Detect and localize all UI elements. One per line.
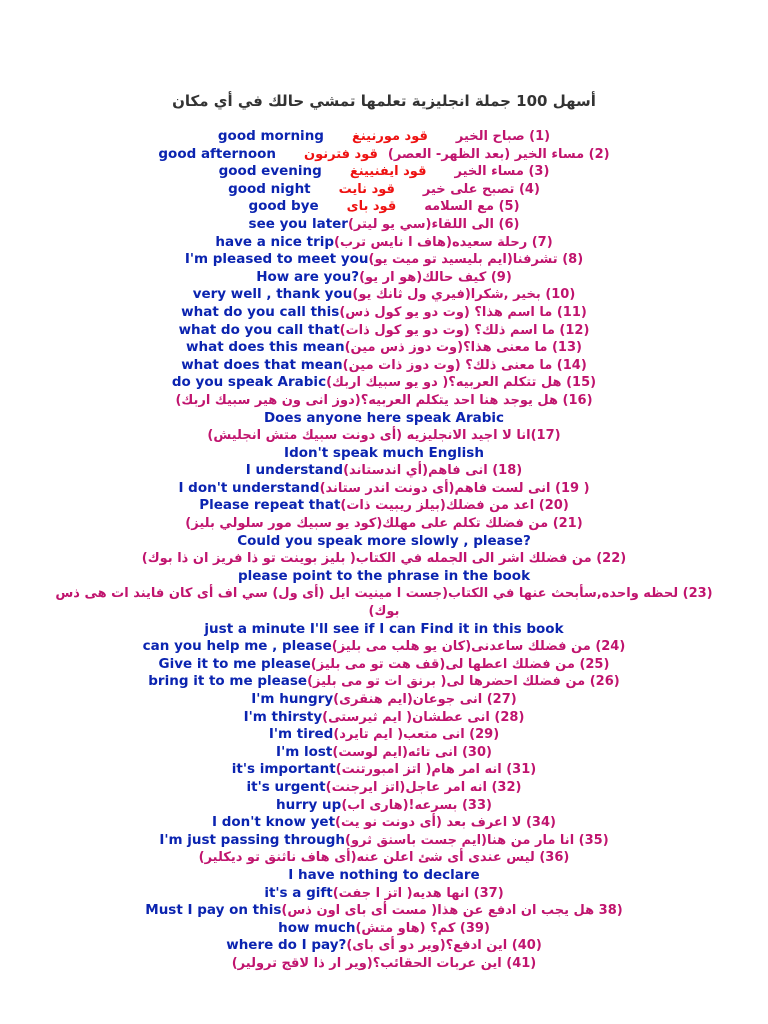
english-text: good morning — [217, 128, 324, 144]
phrase-line — [0, 797, 768, 815]
phrase-line — [0, 322, 768, 340]
phrase-line — [0, 656, 768, 674]
phrase-line — [0, 585, 768, 603]
phrase-line — [0, 990, 768, 1008]
arabic-text: (41) اين عربات الحقائب؟(وير ار ذا لاقج ترولير) — [231, 955, 537, 971]
phrase-line — [0, 814, 768, 832]
english-text: I'm lost — [276, 743, 333, 760]
phrase-line — [0, 603, 768, 621]
arabic-text: (18) انى فاهم(أي اندستاند) — [343, 463, 523, 479]
arabic-text: (3) مساء الخير — [454, 164, 550, 180]
arabic-text: (40) اين ادفع؟(وير دو أى باى) — [346, 938, 542, 954]
greeting-line — [0, 163, 768, 181]
arabic-text: (24) من فضلك ساعدنى(كان يو هلب مى بليز) — [331, 639, 626, 655]
arabic-text: (9) كيف حالك(هو ار يو) — [359, 269, 512, 285]
arabic-text: (12) ما اسم ذلك؟ (وت دو يو كول ذات) — [339, 322, 590, 338]
english-text: have a nice trip — [215, 233, 335, 250]
arabic-text: (7) رحلة سعيده(هاف ا نايس ترب) — [334, 234, 553, 250]
greeting-line — [0, 146, 768, 164]
arabic-text: (2) مساء الخير (بعد الظهر- العصر) — [387, 146, 610, 162]
phrase-line — [0, 621, 768, 639]
arabic-text: (39) كم؟ (هاو متش) — [355, 920, 490, 936]
arabic-text: (10) بخير ,شكرا(فيري ول ثانك يو) — [352, 287, 576, 303]
arabic-text: (31) انه امر هام( اتز امبورتنت) — [335, 762, 537, 778]
phrase-line — [0, 357, 768, 375]
arabic-text: (37) انها هديه( اتز ا جفت) — [332, 885, 504, 901]
arabic-text: بوك) — [368, 604, 400, 620]
english-text: good evening — [218, 163, 322, 180]
english-text: it's important — [231, 761, 336, 778]
phrase-line — [0, 832, 768, 850]
arabic-text: ( 19) انى لست فاهم(أى دونت اندر ستاند) — [319, 480, 590, 496]
arabic-text: (1) صباح الخير — [455, 129, 551, 144]
english-text: where do I pay? — [226, 937, 347, 954]
english-text: Idon't speak much English — [284, 444, 484, 461]
transliteration: قود نايت — [338, 181, 395, 197]
greeting-line — [0, 181, 768, 199]
arabic-text: (25) من فضلك اعطها لى(قف هت تو مى بليز) — [310, 656, 610, 672]
arabic-text: (14) ما معنى ذلك؟ (وت دوز ذات مين) — [342, 357, 587, 373]
phrase-line — [0, 269, 768, 287]
english-text: good bye — [248, 198, 319, 215]
arabic-text: (35) انا مار من هنا(ايم جست باسنق ثرو) — [345, 832, 609, 848]
phrase-line — [0, 462, 768, 480]
english-text: do you speak Arabic — [171, 374, 327, 391]
phrase-line — [0, 726, 768, 744]
phrase-line — [0, 568, 768, 586]
phrase-line — [0, 849, 768, 867]
phrase-line — [0, 480, 768, 498]
english-text: what do you call this — [181, 303, 340, 320]
phrase-line — [0, 673, 768, 691]
arabic-text: (16) هل يوجد هنا احد يتكلم العربيه؟(دوز انى ون هير سبيك اربك) — [175, 392, 593, 408]
phrase-line — [0, 410, 768, 428]
english-text: can you help me , please — [142, 638, 332, 655]
english-text: what does this mean — [186, 339, 345, 356]
english-text: very well , thank you — [192, 286, 353, 303]
phrase-line — [0, 392, 768, 410]
phrase-line — [0, 920, 768, 938]
phrase-line — [0, 234, 768, 252]
phrase-line — [0, 867, 768, 885]
phrase-line — [0, 216, 768, 234]
phrase-line — [0, 445, 768, 463]
english-text: I have nothing to declare — [288, 866, 480, 883]
phrase-line — [0, 550, 768, 568]
phrase-line — [0, 286, 768, 304]
arabic-text: (32) انه امر عاجل(اتز ايرجنت) — [325, 779, 522, 795]
phrase-line — [0, 251, 768, 269]
english-text: good afternoon — [158, 145, 276, 162]
transliteration: قود فترنون — [303, 146, 378, 162]
arabic-text: (30) انى تائه(ايم لوست) — [332, 744, 492, 760]
phrase-line — [0, 779, 768, 797]
arabic-text: (27) انى جوعان(ايم هنقرى) — [333, 692, 517, 707]
arabic-text: (5) مع السلامه — [424, 199, 520, 215]
arabic-text: (34) لا اعرف بعد (أى دونت نو يت) — [335, 815, 556, 831]
arabic-text: (28) انى عطشان( ايم ثيرستى) — [322, 709, 525, 725]
arabic-text: (17)انا لا اجيد الانجليزيه (أى دونت سبيك متش انجليش) — [207, 428, 561, 444]
phrase-line — [0, 339, 768, 357]
english-text: please point to the phrase in the book — [237, 567, 531, 584]
english-text: I'm pleased to meet you — [184, 251, 369, 268]
english-text: what do you call that — [178, 321, 340, 338]
phrase-line — [0, 533, 768, 551]
english-text: I'm just passing through — [159, 831, 346, 848]
phrase-line — [0, 902, 768, 920]
english-text: it's urgent — [246, 778, 326, 795]
english-text: Give it to me please — [158, 655, 311, 672]
phrase-line — [0, 638, 768, 656]
phrase-line — [0, 691, 768, 709]
transliteration: قود ايفنيينغ — [349, 164, 427, 180]
page-title: أسهل 100 جملة انجليزية تعلمها تمشي حالك في أي مكان — [172, 92, 596, 110]
phrase-line — [0, 427, 768, 445]
phrase-line — [0, 374, 768, 392]
arabic-text: (21) من فضلك تكلم على مهلك(كود يو سبيك مور سلولي بليز) — [185, 516, 583, 532]
english-text: just a minute I'll see if I can Find it in this book — [204, 620, 564, 637]
arabic-text: (20) اعد من فضلك(بيلز ريبيت ذات) — [340, 498, 569, 514]
arabic-text: (38 هل يجب ان ادفع عن هذا( مست أى باى اون ذس) — [281, 903, 623, 919]
english-text: I understand — [245, 462, 344, 479]
english-text: Must I pay on this — [145, 902, 282, 919]
english-text: Please repeat that — [199, 497, 341, 514]
arabic-text: (29) انى متعب( ايم تايرد) — [333, 727, 500, 743]
english-text: Could you speak more slowly , please? — [237, 532, 531, 549]
arabic-text: (22) من فضلك اشر الى الجمله في الكتاب( بليز بوينت تو ذا فريز ان ذا بوك) — [141, 551, 627, 567]
phrase-line — [0, 937, 768, 955]
phrase-line — [0, 497, 768, 515]
english-text: good night — [228, 180, 311, 197]
english-text: it's a gift — [264, 884, 333, 901]
phrase-line — [0, 515, 768, 533]
english-text: Does anyone here speak Arabic — [263, 409, 505, 426]
english-text: I don't understand — [178, 479, 320, 496]
english-text: I'm tired — [268, 726, 334, 743]
english-text: bring it to me please — [148, 673, 308, 690]
phrase-list — [0, 128, 768, 1008]
arabic-text: (15) هل تتكلم العربيه؟( دو يو سبيك اربك) — [326, 375, 597, 391]
phrase-line — [0, 955, 768, 973]
english-text: what does that mean — [181, 356, 343, 373]
phrase-line — [0, 885, 768, 903]
arabic-text: (11) ما اسم هذا؟ (وت دو يو كول ذس) — [339, 304, 587, 320]
arabic-text: (6) الى اللقاء(سي يو ليتر) — [347, 216, 520, 232]
phrase-line — [0, 744, 768, 762]
english-text: I don't know yet — [212, 814, 336, 831]
phrase-line — [0, 761, 768, 779]
arabic-text: (8) تشرفنا(ايم بليسيد تو ميت يو) — [368, 252, 584, 268]
english-text: I'm hungry — [251, 691, 334, 707]
arabic-text: (13) ما معنى هذا؟(وت دوز ذس مين) — [344, 340, 582, 356]
arabic-text: (36) ليس عندى أى شئ اعلن عنه(أى هاف ناثنق تو ديكلير) — [198, 850, 570, 866]
arabic-text: (33) بسرعه!(هارى اب) — [341, 797, 492, 813]
phrase-line — [0, 973, 768, 991]
transliteration: قود مورنينغ — [351, 129, 428, 144]
greeting-line — [0, 198, 768, 216]
greeting-line — [0, 128, 768, 146]
english-text: How are you? — [256, 268, 360, 285]
english-text: hurry up — [276, 796, 342, 813]
english-text: how much — [278, 919, 356, 936]
phrase-line — [0, 709, 768, 727]
english-text: see you later — [248, 215, 348, 232]
english-text: I'm thirsty — [243, 708, 323, 725]
transliteration: قود باى — [346, 199, 397, 215]
arabic-text: (26) من فضلك احضرها لى( برنق ات تو مى بليز) — [307, 674, 620, 690]
arabic-text: (4) تصبح على خير — [422, 181, 540, 197]
phrase-line — [0, 304, 768, 322]
arabic-text: (23) لحظه واحده,سأبحث عنها في الكتاب(جست ا مينيت ايل (أى ول) سي اف أى كان فايند ات هى ذس — [55, 586, 713, 602]
